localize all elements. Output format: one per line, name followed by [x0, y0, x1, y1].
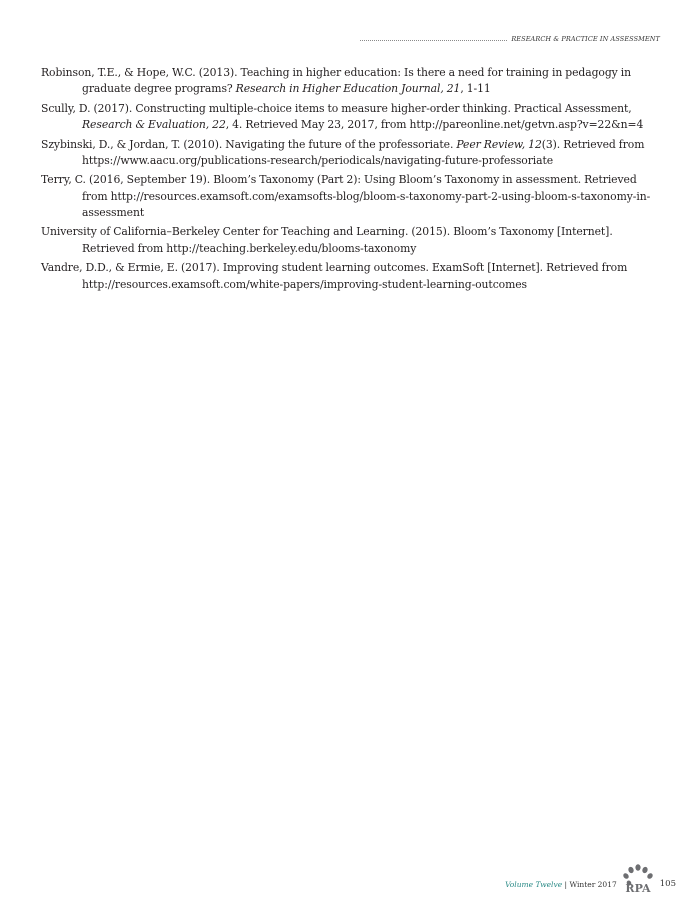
- reference-entry: [41, 224, 663, 257]
- reference-text: Scully, D. (2017). Constructing multiple-choice items to measure higher-order thinking. Practical Assessment,: [41, 101, 632, 115]
- running-title: RESEARCH & PRACTICE IN ASSESSMENT: [511, 35, 660, 43]
- reference-text-tail: , 4. Retrieved May 23, 2017, from http://pareonline.net/getvn.asp?v=22&n=4: [225, 118, 644, 132]
- running-header: [360, 33, 660, 45]
- logo-text: RPA: [625, 882, 651, 894]
- reference-text: Robinson, T.E., & Hope, W.C. (2013). Teaching in higher education: Is there a need for training in pedagogy in graduate degree programs?: [41, 66, 631, 96]
- page-footer: [505, 864, 676, 894]
- reference-text-tail: , 1-11: [460, 82, 491, 96]
- header-dotted-rule: [360, 40, 507, 41]
- rpa-logo-icon: [620, 864, 656, 894]
- page-number: 105: [659, 879, 676, 889]
- footer-issue-line: [505, 880, 617, 889]
- reference-entry: [41, 101, 663, 134]
- reference-entry: [41, 260, 663, 293]
- reference-text: Vandre, D.D., & Ermie, E. (2017). Improving student learning outcomes. ExamSoft [Internet]. Retrieved from http://resources.examsoft.com/white-papers/improving-student-learning-outcomes: [41, 261, 628, 291]
- reference-list: [41, 65, 663, 296]
- reference-text: University of California–Berkeley Center for Teaching and Learning. (2015). Bloom’s Taxonomy [Internet]. Retrieved from http://teaching.berkeley.edu/blooms-taxonomy: [41, 225, 613, 255]
- footer-issue: Winter 2017: [569, 879, 617, 889]
- footer-separator: |: [562, 879, 570, 889]
- reference-entry: [41, 137, 663, 170]
- reference-text-tail: (3). Retrieved from https://www.aacu.org/publications-research/periodicals/navigating-future-professoriate: [82, 137, 645, 167]
- reference-entry: [41, 172, 663, 221]
- reference-text: Szybinski, D., & Jordan, T. (2010). Navigating the future of the professoriate.: [41, 137, 457, 151]
- reference-source-italic: Peer Review, 12: [456, 137, 542, 151]
- reference-text: Terry, C. (2016, September 19). Bloom’s Taxonomy (Part 2): Using Bloom’s Taxonomy in assessment. Retrieved from http://resources.examsoft.com/examsofts-blog/bloom-s-taxonomy-part-2-using-bloom-s-taxonomy-in-assessment: [41, 173, 651, 219]
- reference-source-italic: Research in Higher Education Journal, 21: [235, 82, 461, 96]
- reference-source-italic: Research & Evaluation, 22: [82, 118, 226, 132]
- reference-entry: [41, 65, 663, 98]
- footer-volume: Volume Twelve: [505, 879, 563, 889]
